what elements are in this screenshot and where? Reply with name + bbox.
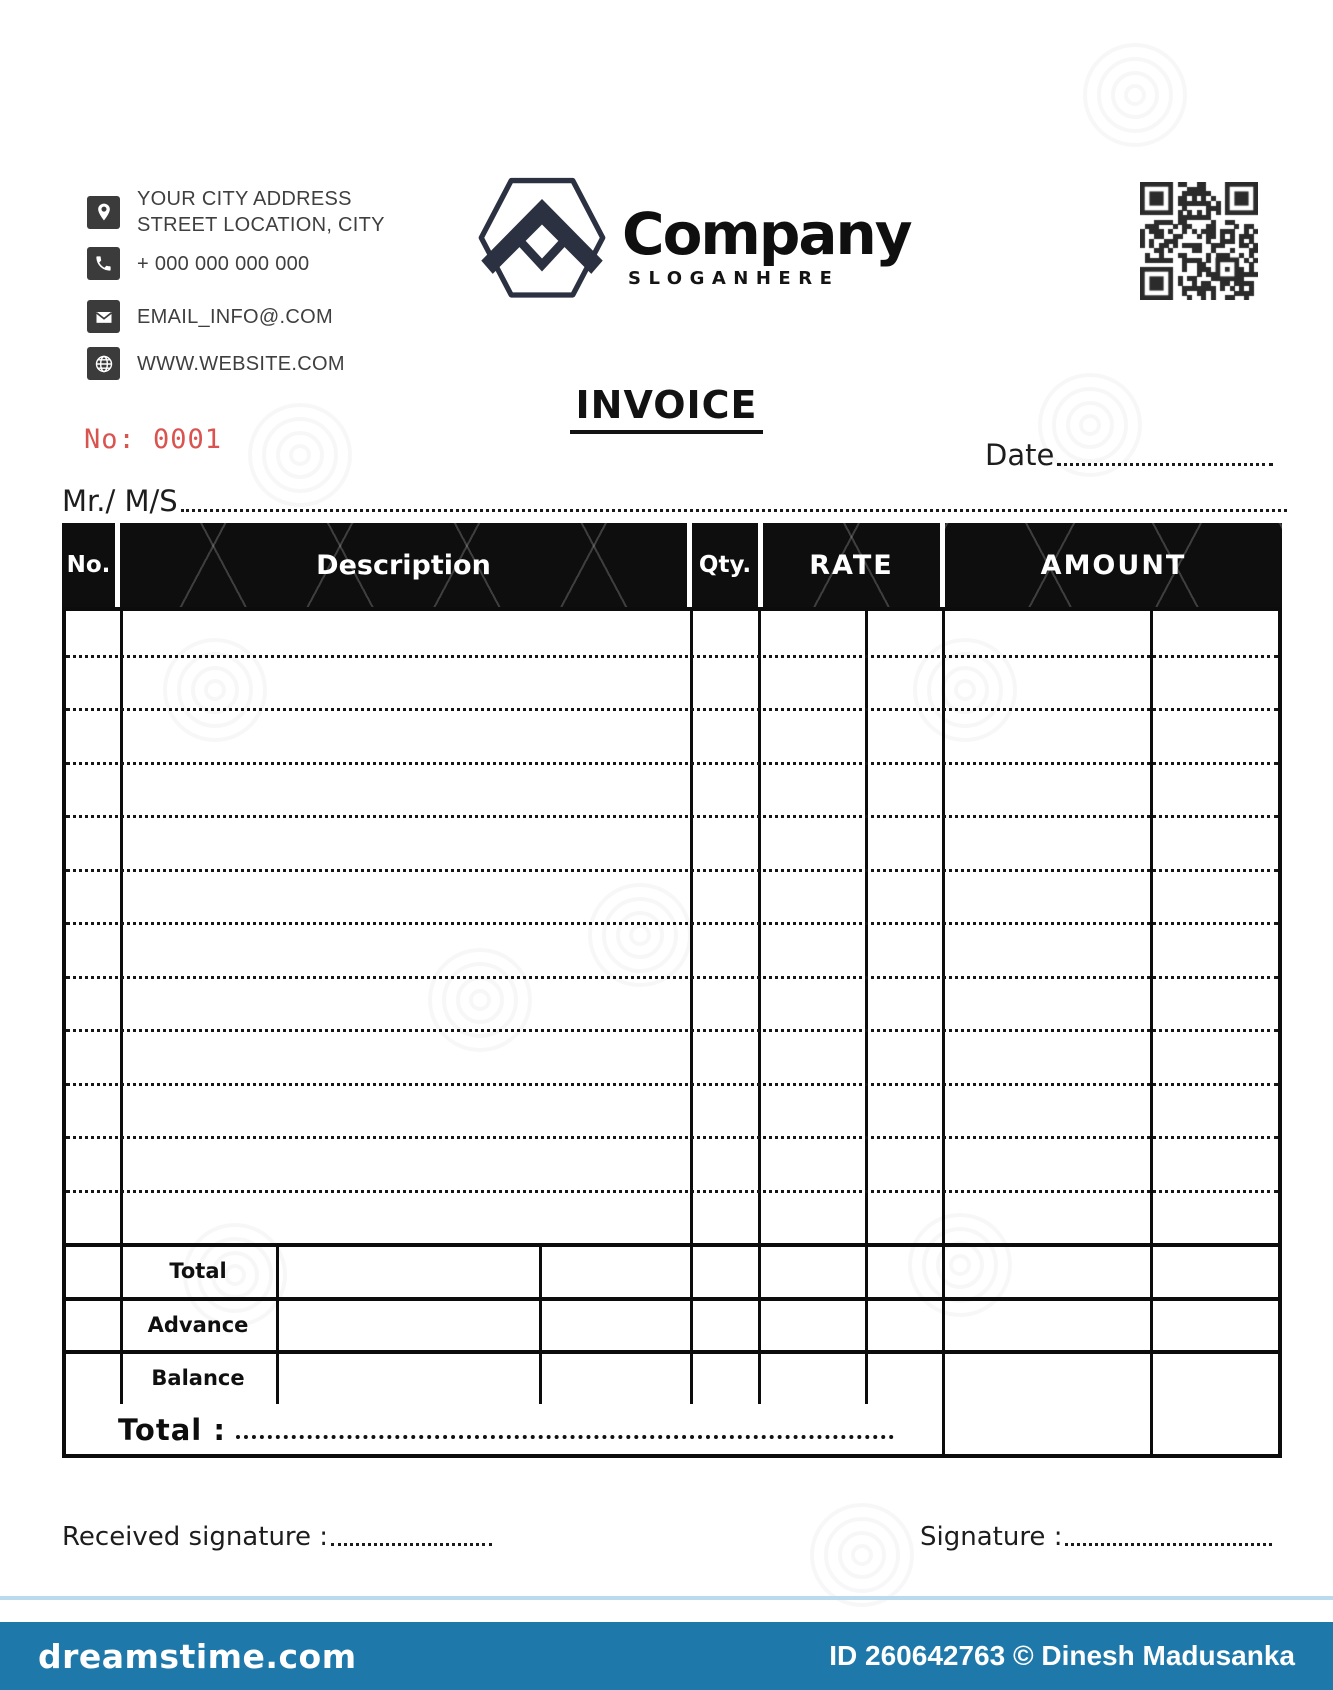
invoice-number: No: 0001	[84, 424, 223, 455]
contact-address-row	[87, 186, 385, 238]
contact-email-row	[87, 300, 333, 333]
customer-field	[62, 483, 1287, 516]
website-url: WWW.WEBSITE.COM	[137, 352, 345, 375]
date-dotted-leader	[1057, 463, 1273, 466]
signature-label: Signature :	[920, 1522, 1063, 1552]
row-dotted-rule	[66, 1136, 1278, 1139]
grid-vline	[942, 607, 945, 1458]
summary-label-balance: Balance	[151, 1366, 245, 1390]
date-field	[985, 438, 1273, 470]
customer-dotted-leader	[181, 509, 1287, 512]
col-header-qty: Qty.	[692, 523, 758, 607]
phone-icon	[87, 247, 120, 280]
email-address: EMAIL_INFO@.COM	[137, 305, 333, 328]
grid-vline	[758, 607, 761, 1404]
contact-website-row	[87, 347, 345, 380]
received-signature-label: Received signature :	[62, 1522, 329, 1552]
globe-icon	[87, 347, 120, 380]
row-dotted-rule	[66, 1029, 1278, 1032]
email-icon	[87, 300, 120, 333]
col-header-no: No.	[62, 523, 115, 607]
col-header-rate: RATE	[763, 523, 940, 607]
row-dotted-rule	[66, 976, 1278, 979]
customer-label: Mr./ M/S	[62, 484, 178, 518]
row-dotted-rule	[66, 762, 1278, 765]
row-dotted-rule	[66, 815, 1278, 818]
brand-name: Company	[622, 200, 911, 268]
received-signature-field	[62, 1518, 492, 1550]
row-dotted-rule	[66, 708, 1278, 711]
col-header-description: Description	[120, 523, 687, 607]
invoice-title: INVOICE	[570, 383, 764, 434]
grand-total-label: Total :	[118, 1413, 226, 1447]
grid-hline	[62, 607, 1282, 611]
logo-mark-icon	[476, 168, 608, 304]
grand-total-row	[118, 1408, 894, 1452]
invoice-table	[62, 523, 1282, 1458]
dreamstime-logo: dreamstime.com	[38, 1636, 357, 1676]
image-credit: ID 260642763 © Dinesh Madusanka	[829, 1640, 1295, 1671]
row-dotted-rule	[66, 1083, 1278, 1086]
contact-phone-row	[87, 247, 309, 280]
location-icon	[87, 196, 120, 229]
pale-blue-strip	[0, 1596, 1333, 1600]
grid-vline	[865, 607, 868, 1404]
grid-vline	[1278, 607, 1282, 1458]
signature-field	[920, 1518, 1272, 1550]
address-line-2: STREET LOCATION, CITY	[137, 214, 385, 236]
col-header-amount: AMOUNT	[945, 523, 1282, 607]
address-line-1: YOUR CITY ADDRESS	[137, 188, 352, 210]
row-dotted-rule	[66, 922, 1278, 925]
grid-vline	[62, 607, 66, 1458]
signature-leader	[1065, 1543, 1272, 1546]
dreamstime-bar	[0, 1622, 1333, 1690]
watermark-spiral	[1080, 40, 1190, 154]
grid-vline	[690, 607, 693, 1404]
grid-vline	[276, 1243, 279, 1404]
row-dotted-rule	[66, 869, 1278, 872]
row-dotted-rule	[66, 1190, 1278, 1193]
grid-hline	[62, 1454, 1282, 1458]
row-dotted-rule	[66, 655, 1278, 658]
received-signature-leader	[331, 1543, 492, 1546]
grand-total-dotted-leader	[236, 1435, 894, 1439]
brand-slogan: SLOGANHERE	[628, 268, 840, 289]
summary-label-total: Total	[169, 1259, 227, 1283]
summary-label-advance: Advance	[147, 1312, 249, 1337]
qr-code	[1140, 182, 1258, 300]
phone-number: + 000 000 000 000	[137, 252, 310, 275]
grid-vline	[539, 1243, 542, 1404]
grid-vline	[1150, 607, 1153, 1458]
date-label: Date	[985, 438, 1055, 472]
